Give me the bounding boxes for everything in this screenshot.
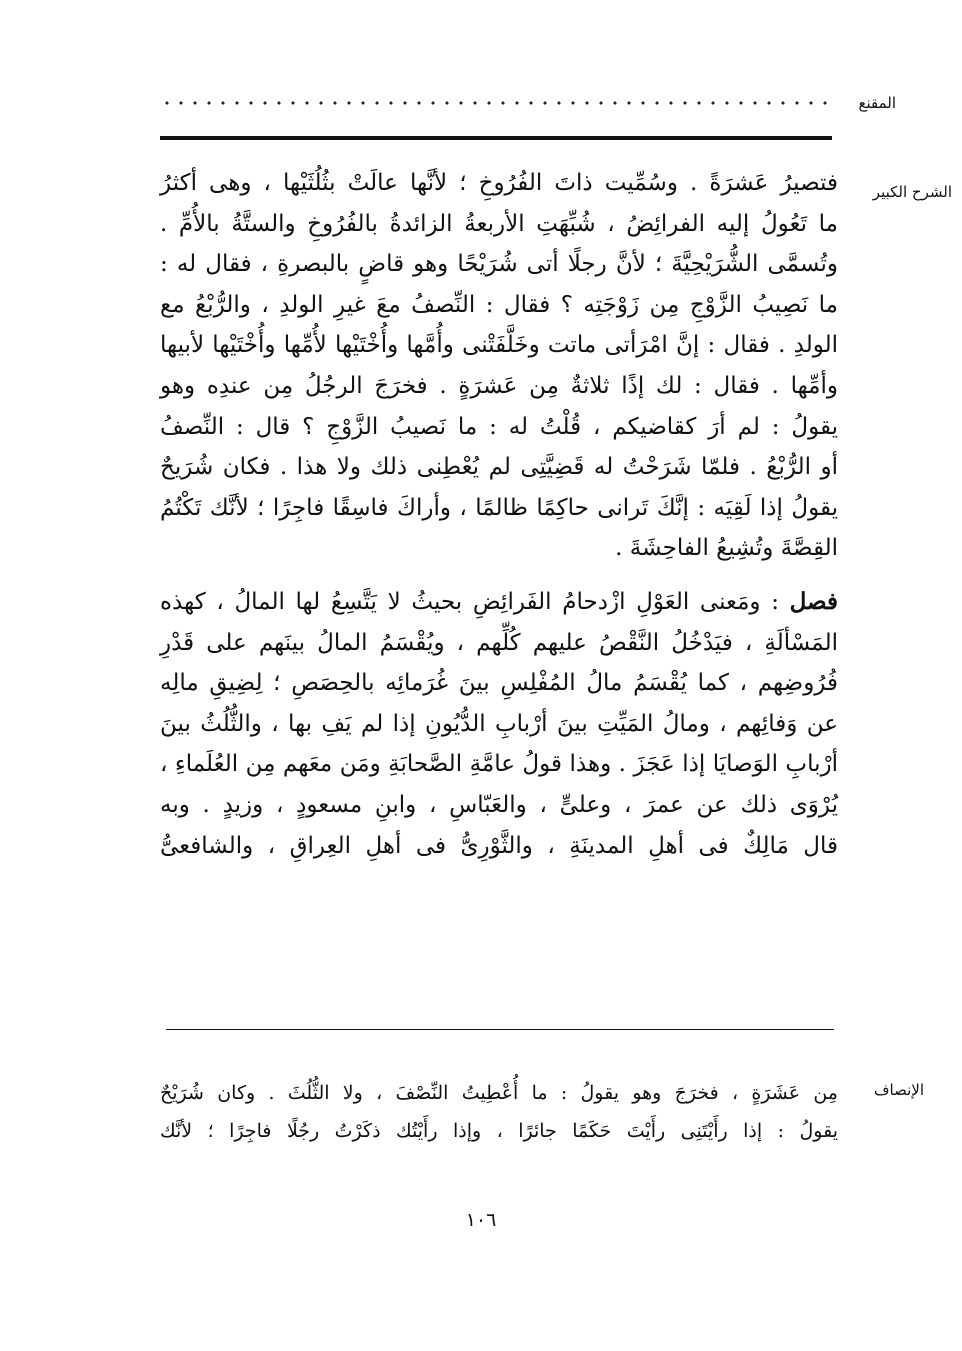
- text-line: ما تَعُولُ إليه الفرائِضُ ، شُبِّهَتِ الأربعةُ الزائدةُ بالفُرُوخِ والستَّةُ بالأُمِّ .: [160, 210, 838, 237]
- text-line: وتُسمَّى الشُّرَيْحِيَّةَ ؛ لأنَّ رجلًا أتى شُرَيْحًا وهو قاضٍ بالبصرةِ ، فقال له :: [160, 251, 838, 278]
- side-label-footer: الإنصاف: [873, 1081, 924, 1099]
- text-line: عن وَفائِهم ، ومالُ المَيِّتِ بينَ أرْبابِ الدُّيُونِ إذا لم يَفِ بها ، والثُّلُثُ بينَ: [160, 710, 838, 737]
- paragraph-gap: [160, 569, 838, 582]
- footer-separator: [166, 1029, 834, 1030]
- fasl-heading: فصل: [789, 587, 838, 615]
- text-line: أرْبابِ الوَصايَا إذا عَجَزَ . وهذا قولُ عامَّةِ الصَّحابَةِ ومَن معَهم مِن العُلَماءِ ،: [160, 751, 838, 778]
- text-line: فُرُوضِهم ، كما يُقْسَمُ مالُ المُفْلِسِ بينَ غُرَمائِه بالحِصَصِ ؛ لِضِيقِ مالِه: [160, 670, 838, 697]
- text-line: يُرْوَى ذلك عن عمرَ ، وعلىٍّ ، والعَبّاسِ ، وابنِ مسعودٍ ، وزيدٍ . وبه: [160, 791, 838, 818]
- header-rule: [160, 136, 832, 140]
- header-dotted-leader: [160, 100, 830, 106]
- running-title: المقنع: [858, 94, 896, 112]
- text-line: قال مَالِكٌ فى أهلِ المدينَةِ ، والثَّوْرِىُّ فى أهلِ العِراقِ ، والشافعىُّ: [160, 832, 838, 859]
- main-text: [160, 163, 838, 866]
- text-line: يقولُ : لم أرَ كقاضيكم ، قُلْتُ له : ما نَصيبُ الزَّوْجِ ؟ قال : النِّصفُ: [160, 413, 838, 440]
- note-line: مِن عَشَرَةٍ ، فخرَجَ وهو يقولُ : ما أُعْطِيتُ النِّصْفَ ، ولا الثُّلُثَ . وكان شُرَيْحٌ: [160, 1082, 838, 1104]
- text-line: القِصَّةَ وتُشِيعُ الفاحِشَةَ .: [615, 535, 838, 562]
- text-line: الولدِ . فقال : إنَّ امْرَأتى ماتت وخَلَّفَتْنى وأُمَّها وأُخْتَيْها لأُمِّها وأُخْتَيْها لأبيها: [160, 332, 838, 359]
- text-line: فتصيرُ عَشرَةً . وسُمِّيت ذاتَ الفُرُوخِ ؛ لأنَّها عالَتْ بثُلُثَيْها ، وهى أكثرُ: [160, 170, 838, 196]
- text-line: المَسْألَةِ ، فيَدْخُلُ النَّقْصُ عليهم كُلِّهم ، ويُقْسَمُ المالُ بينَهم على قَدْرِ: [160, 629, 838, 656]
- text-line: ما نَصِيبُ الزَّوْجِ مِن زَوْجَتِه ؟ فقال : النِّصفُ معَ غيرِ الولدِ ، والرُّبْعُ مع: [160, 291, 838, 318]
- footer-note: [160, 1074, 838, 1150]
- fasl-first-line-text: : ومَعنى العَوْلِ ازْدحامُ الفَرائِضِ بحيثُ لا يَتَّسِعُ لها المالُ ، كهذه: [160, 588, 790, 615]
- page-number: ١٠٦: [465, 1209, 497, 1231]
- text-line: وأمِّها . فقال : لك إذًا ثلاثةٌ مِن عَشرَةٍ . فخرَجَ الرجُلُ مِن عندِه وهو: [160, 372, 838, 399]
- side-label-main: الشرح الكبير: [872, 183, 952, 201]
- note-line: يقولُ : إذا رأَيْتَنِى رأَيْتَ حَكَمًا جائرًا ، وإذا رأَيْتُك ذكَرْتُ رجُلًا فاجِرًا ؛ لأنَّك: [160, 1120, 838, 1142]
- fasl-first-line: [160, 582, 838, 623]
- text-line: أو الرُّبْعُ . فلمّا شَرَحْتُ له قَضِيَّتِى لم يُعْطِنى ذلك ولا هذا . فكان شُرَيحٌ: [160, 454, 838, 481]
- text-line: يقولُ إذا لَقِيَه : إنَّكَ تَرانى حاكِمًا ظالمًا ، وأراكَ فاسِقًا فاجِرًا ؛ لأنَّك تَكْتُمُ: [160, 494, 838, 521]
